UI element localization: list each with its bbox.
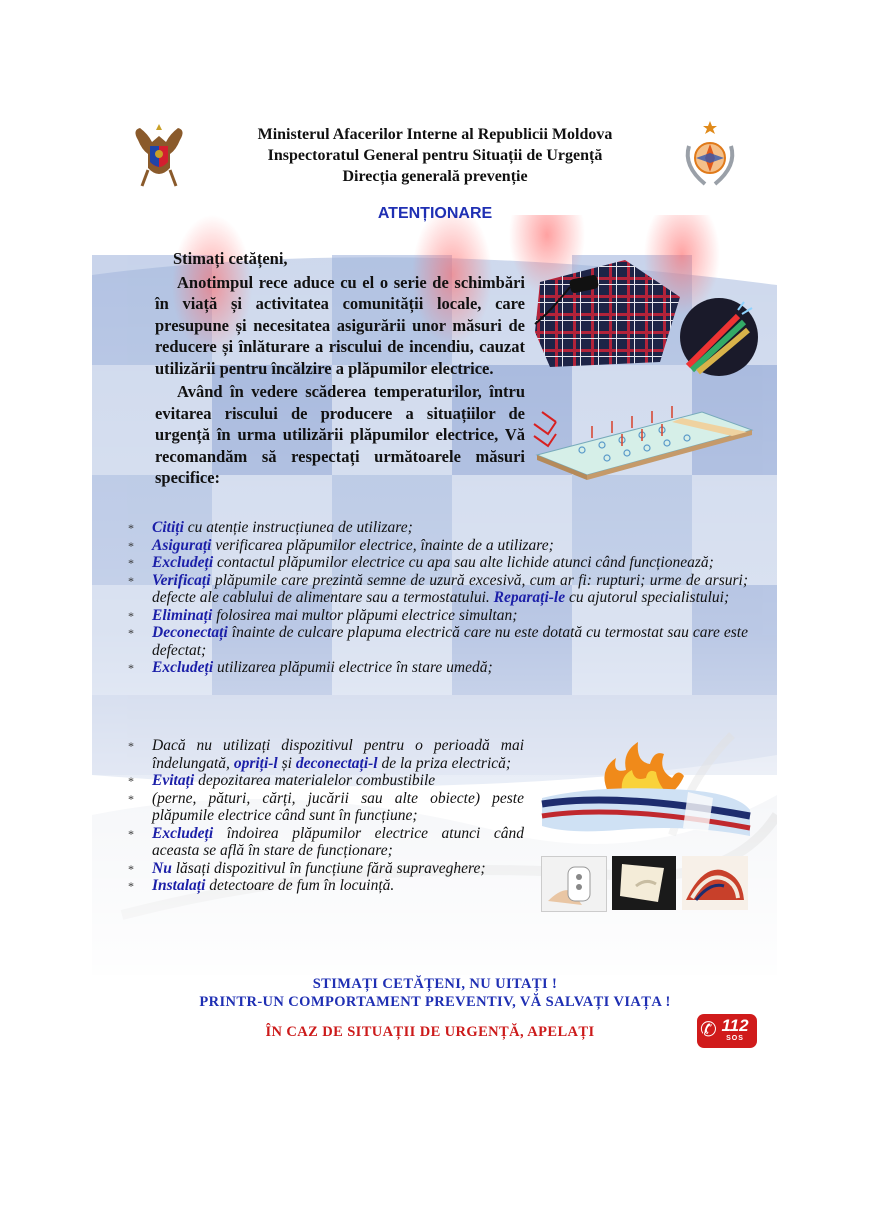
phone-icon: ✆	[700, 1017, 717, 1041]
heating-diagram-image	[532, 400, 757, 480]
item-text: detectoare de fum în locuință.	[205, 877, 395, 894]
footer-slogan: PRINTR-UN COMPORTAMENT PREVENTIV, VĂ SALVAȚI VIAȚA !	[199, 994, 671, 1010]
list-item	[128, 554, 748, 572]
intro-paragraph-2: Având în vedere scăderea temperaturilor, întru evitarea riscului de producere a situațiilor de urgență în urma utilizării plăpumilor electrice, Vă recomandăm să respectați următoarele măsuri specifice:	[155, 382, 525, 487]
measures-list-2	[128, 737, 524, 895]
item-text: cu ajutorul specialistului;	[565, 589, 730, 606]
intro-text	[155, 248, 525, 489]
item-text: și	[277, 754, 296, 772]
list-item	[128, 624, 748, 659]
keyword: opriți-l	[233, 754, 278, 772]
list-item	[128, 860, 524, 878]
keyword: Evitați	[152, 772, 195, 789]
list-item	[128, 572, 748, 607]
item-text: contactul plăpumilor electrice cu apa sau alte lichide atunci când funcționează;	[213, 554, 714, 571]
page-title: ATENȚIONARE	[377, 205, 493, 222]
item-text: înainte de culcare plapuma electrică care nu este dotată cu termostat sau care este defectat;	[152, 624, 748, 659]
list-item	[128, 659, 748, 677]
list-item	[128, 607, 748, 625]
keyword: Deconectați	[152, 624, 228, 641]
emergency-112-badge	[697, 1014, 757, 1048]
folded-blanket-photo	[682, 856, 748, 910]
measures-list	[128, 519, 748, 677]
list-item	[128, 772, 524, 790]
footer-emergency-call: ÎN CAZ DE SITUAȚII DE URGENȚĂ, APELAȚI	[265, 1024, 595, 1040]
keyword: Reparați-le	[493, 589, 566, 606]
item-text: folosirea mai multor plăpumi electrice simultan;	[212, 606, 518, 624]
list-item	[128, 519, 748, 537]
item-text: îndoirea plăpumilor electrice atunci când aceasta se află în stare de funcționare;	[152, 824, 524, 859]
keyword: Citiți	[152, 519, 184, 536]
item-text: verificarea plăpumilor electrice, înainte de a utilizare;	[211, 536, 554, 554]
list-item	[128, 825, 524, 860]
item-text: lăsați dispozitivul în funcțiune fără supraveghere;	[171, 859, 486, 877]
keyword: Eliminați	[152, 606, 213, 624]
list-item	[128, 737, 524, 772]
ministry-name: Ministerul Afacerilor Interne al Republicii Moldova	[257, 126, 613, 143]
directorate-name: Direcția generală prevenție	[342, 168, 528, 185]
keyword: Asigurați	[152, 536, 212, 554]
footer-reminder: STIMAȚI CETĂȚENI, NU UITAȚI !	[312, 976, 558, 992]
list-item	[128, 790, 524, 825]
keyword: deconectați-l	[295, 754, 378, 772]
blanket-detail-photo	[612, 856, 676, 910]
item-text: cu atenție instrucțiunea de utilizare;	[183, 519, 413, 536]
item-text: plăpumile care prezintă semne de uzură excesivă, cum ar fi: rupturi; urme de arsuri; defecte ale cablului de alimentare sau a termostatului.	[152, 571, 748, 606]
keyword: Excludeți	[152, 824, 214, 842]
badge-number: 112	[721, 1016, 749, 1035]
badge-sos: SOS	[726, 1035, 744, 1042]
plaid-blanket-image	[530, 252, 690, 372]
item-text: Dacă nu utilizați dispozitivul pentru o perioadă mai îndelungată,	[152, 737, 524, 772]
electric-cable-image	[678, 296, 760, 378]
list-item	[128, 537, 748, 555]
item-text: utilizarea plăpumii electrice în stare umedă;	[213, 659, 493, 676]
greeting: Stimați cetățeni,	[173, 249, 288, 268]
intro-paragraph-1: Anotimpul rece aduce cu el o serie de schimbări în viață și activitatea comunității locale, care presupune și necesitatea asigurării unor măsuri de reducere și înlăturare a riscului de incendiu, cauzat utilizării pentru încălzire a plăpumilor electrice.	[155, 272, 525, 378]
item-text: de la priza electrică;	[377, 754, 512, 772]
burning-blanket-image	[538, 740, 753, 850]
keyword: Verificați	[152, 571, 211, 589]
list-item	[128, 877, 524, 895]
item-text: depozitarea materialelor combustibile	[194, 772, 436, 789]
keyword: Excludeți	[152, 659, 214, 676]
keyword: Nu	[152, 859, 172, 877]
item-text: (perne, pături, cărți, jucării sau alte obiecte) peste plăpumile electrice când sunt în funcțiune;	[152, 789, 524, 824]
keyword: Excludeți	[152, 554, 214, 571]
inspectorate-name: Inspectoratul General pentru Situații de Urgență	[267, 147, 603, 164]
keyword: Instalați	[152, 877, 206, 894]
controller-photo	[541, 856, 607, 912]
